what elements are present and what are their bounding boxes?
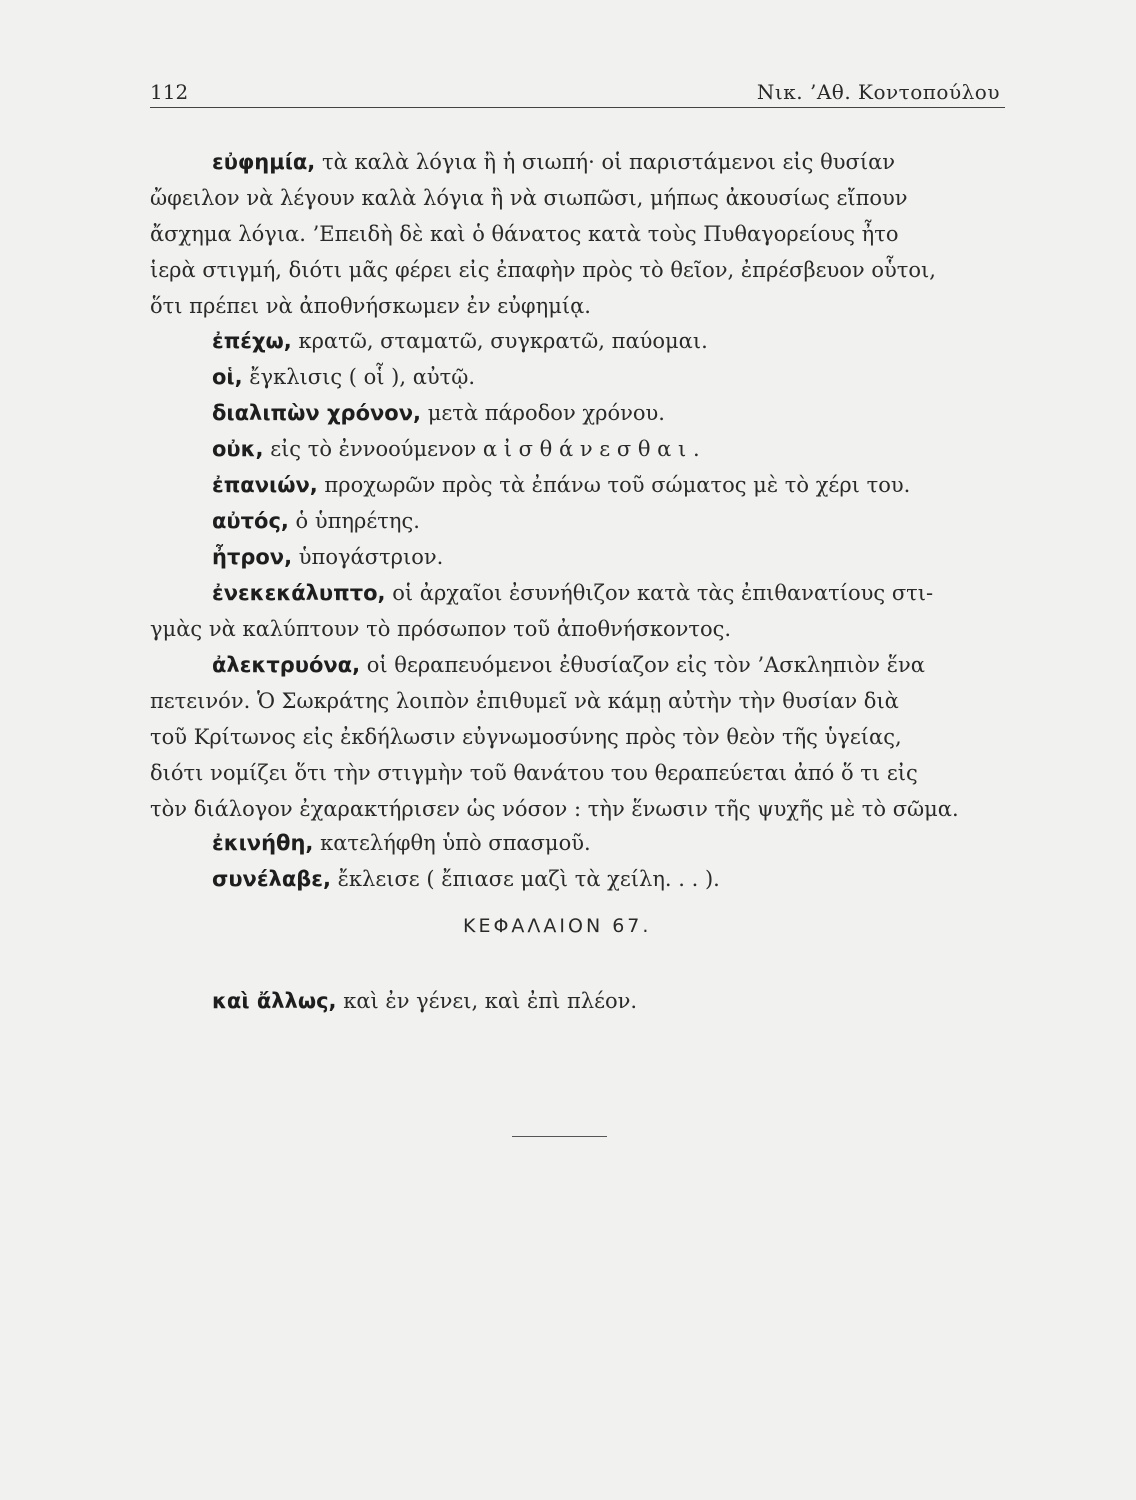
entry-term: καὶ ἄλλως, — [212, 989, 337, 1013]
entry-term: διαλιπὼν χρόνον, — [212, 401, 422, 425]
entry-ekinethe — [150, 827, 1005, 859]
entry-line — [150, 146, 1005, 178]
entry-line: πετεινόν. Ὁ Σωκράτης λοιπὸν ἐπιθυμεῖ νὰ κάμῃ αὐτὴν τὴν θυσίαν διὰ — [150, 689, 899, 713]
header-rule — [150, 107, 1005, 108]
entry-term: ἀλεκτρυόνα, — [212, 653, 361, 677]
entry-term: ἐκινήθη, — [212, 831, 314, 855]
entry-term: οἱ, — [212, 365, 243, 389]
page-number: 112 — [150, 80, 189, 104]
entry-text: ὑπογάστριον. — [292, 545, 444, 569]
entry-euphemia — [150, 146, 1005, 322]
entry-line: ὤφειλον νὰ λέγουν καλὰ λόγια ἢ νὰ σιωπῶσι, μήπως ἀκουσίως εἴπουν — [150, 186, 908, 210]
entry-term: ἦτρον, — [212, 545, 293, 569]
entry-term: συνέλαβε, — [212, 867, 331, 891]
entry-term: ἐπέχω, — [212, 329, 292, 353]
entry-kai-allos — [150, 985, 1005, 1017]
entry-text: ἔγκλισις ( οἷ ), αὐτῷ. — [242, 365, 476, 389]
entry-term: οὐκ, — [212, 437, 264, 461]
entry-text: ὁ ὑπηρέτης. — [288, 509, 420, 533]
entry-text: προχωρῶν πρὸς τὰ ἐπάνω τοῦ σώματος μὲ τὸ χέρι του. — [317, 473, 911, 497]
entry-term: εὐφημία, — [212, 150, 316, 174]
entry-text: κατελήφθη ὑπὸ σπασμοῦ. — [313, 831, 591, 855]
entry-line: γμὰς νὰ καλύπτουν τὸ πρόσωπον τοῦ ἀποθνήσκοντος. — [150, 617, 732, 641]
entry-epecho — [150, 325, 1005, 357]
entry-term: ἐνεκεκάλυπτο, — [212, 581, 386, 605]
entry-text: μετὰ πάροδον χρόνου. — [421, 401, 665, 425]
entry-term: αὐτός, — [212, 509, 289, 533]
entry-line: τὸν διάλογον ἐχαρακτήρισεν ὡς νόσον : τὴν ἕνωσιν τῆς ψυχῆς μὲ τὸ σῶμα. — [150, 797, 959, 821]
entry-alektryona — [150, 649, 1005, 825]
entry-text: τὰ καλὰ λόγια ἢ ἡ σιωπή· οἱ παριστάμενοι εἰς θυσίαν — [315, 150, 896, 174]
entry-line: ἱερὰ στιγμή, διότι μᾶς φέρει εἰς ἐπαφὴν πρὸς τὸ θεῖον, ἐπρέσβευον οὗτοι, — [150, 258, 936, 282]
running-head: Νικ. ’Αθ. Κοντοπούλου — [756, 80, 1000, 104]
entry-ouk — [150, 433, 1005, 465]
entry-enekekalypto — [150, 577, 1005, 645]
entry-dialipon — [150, 397, 1005, 429]
entry-text: καὶ ἐν γένει, καὶ ἐπὶ πλέον. — [336, 989, 638, 1013]
chapter-heading: ΚΕΦΑΛΑΙΟΝ 67. — [463, 915, 652, 937]
entry-line: τοῦ Κρίτωνος εἰς ἐκδήλωσιν εὐγνωμοσύνης πρὸς τὸν θεὸν τῆς ὑγείας, — [150, 725, 902, 749]
entry-text: κρατῶ, σταματῶ, συγκρατῶ, παύομαι. — [291, 329, 708, 353]
entry-synelabe — [150, 863, 1005, 895]
entry-text: οἱ θεραπευόμενοι ἐθυσίαζον εἰς τὸν ’Ασκληπιὸν ἕνα — [360, 653, 925, 677]
entry-autos — [150, 505, 1005, 537]
entry-line: διότι νομίζει ὅτι τὴν στιγμὴν τοῦ θανάτου του θεραπεύεται ἀπό ὅ τι εἰς — [150, 761, 918, 785]
entry-line: ὅτι πρέπει νὰ ἀποθνήσκωμεν ἐν εὐφημίᾳ. — [150, 294, 591, 318]
entry-hoi — [150, 361, 1005, 393]
end-rule — [512, 1136, 607, 1137]
entry-text: οἱ ἀρχαῖοι ἐσυνήθιζον κατὰ τὰς ἐπιθανατίους στι- — [385, 581, 934, 605]
entry-text: ἔκλεισε ( ἔπιασε μαζὶ τὰ χείλη. . . ). — [330, 867, 720, 891]
entry-text: εἰς τὸ ἐννοούμενον α ἰ σ θ ά ν ε σ θ α ι . — [263, 437, 700, 461]
entry-term: ἐπανιών, — [212, 473, 318, 497]
entry-etron — [150, 541, 1005, 573]
entry-epanion — [150, 469, 1005, 501]
entry-line: ἄσχημα λόγια. ’Επειδὴ δὲ καὶ ὁ θάνατος κατὰ τοὺς Πυθαγορείους ἦτο — [150, 222, 899, 246]
